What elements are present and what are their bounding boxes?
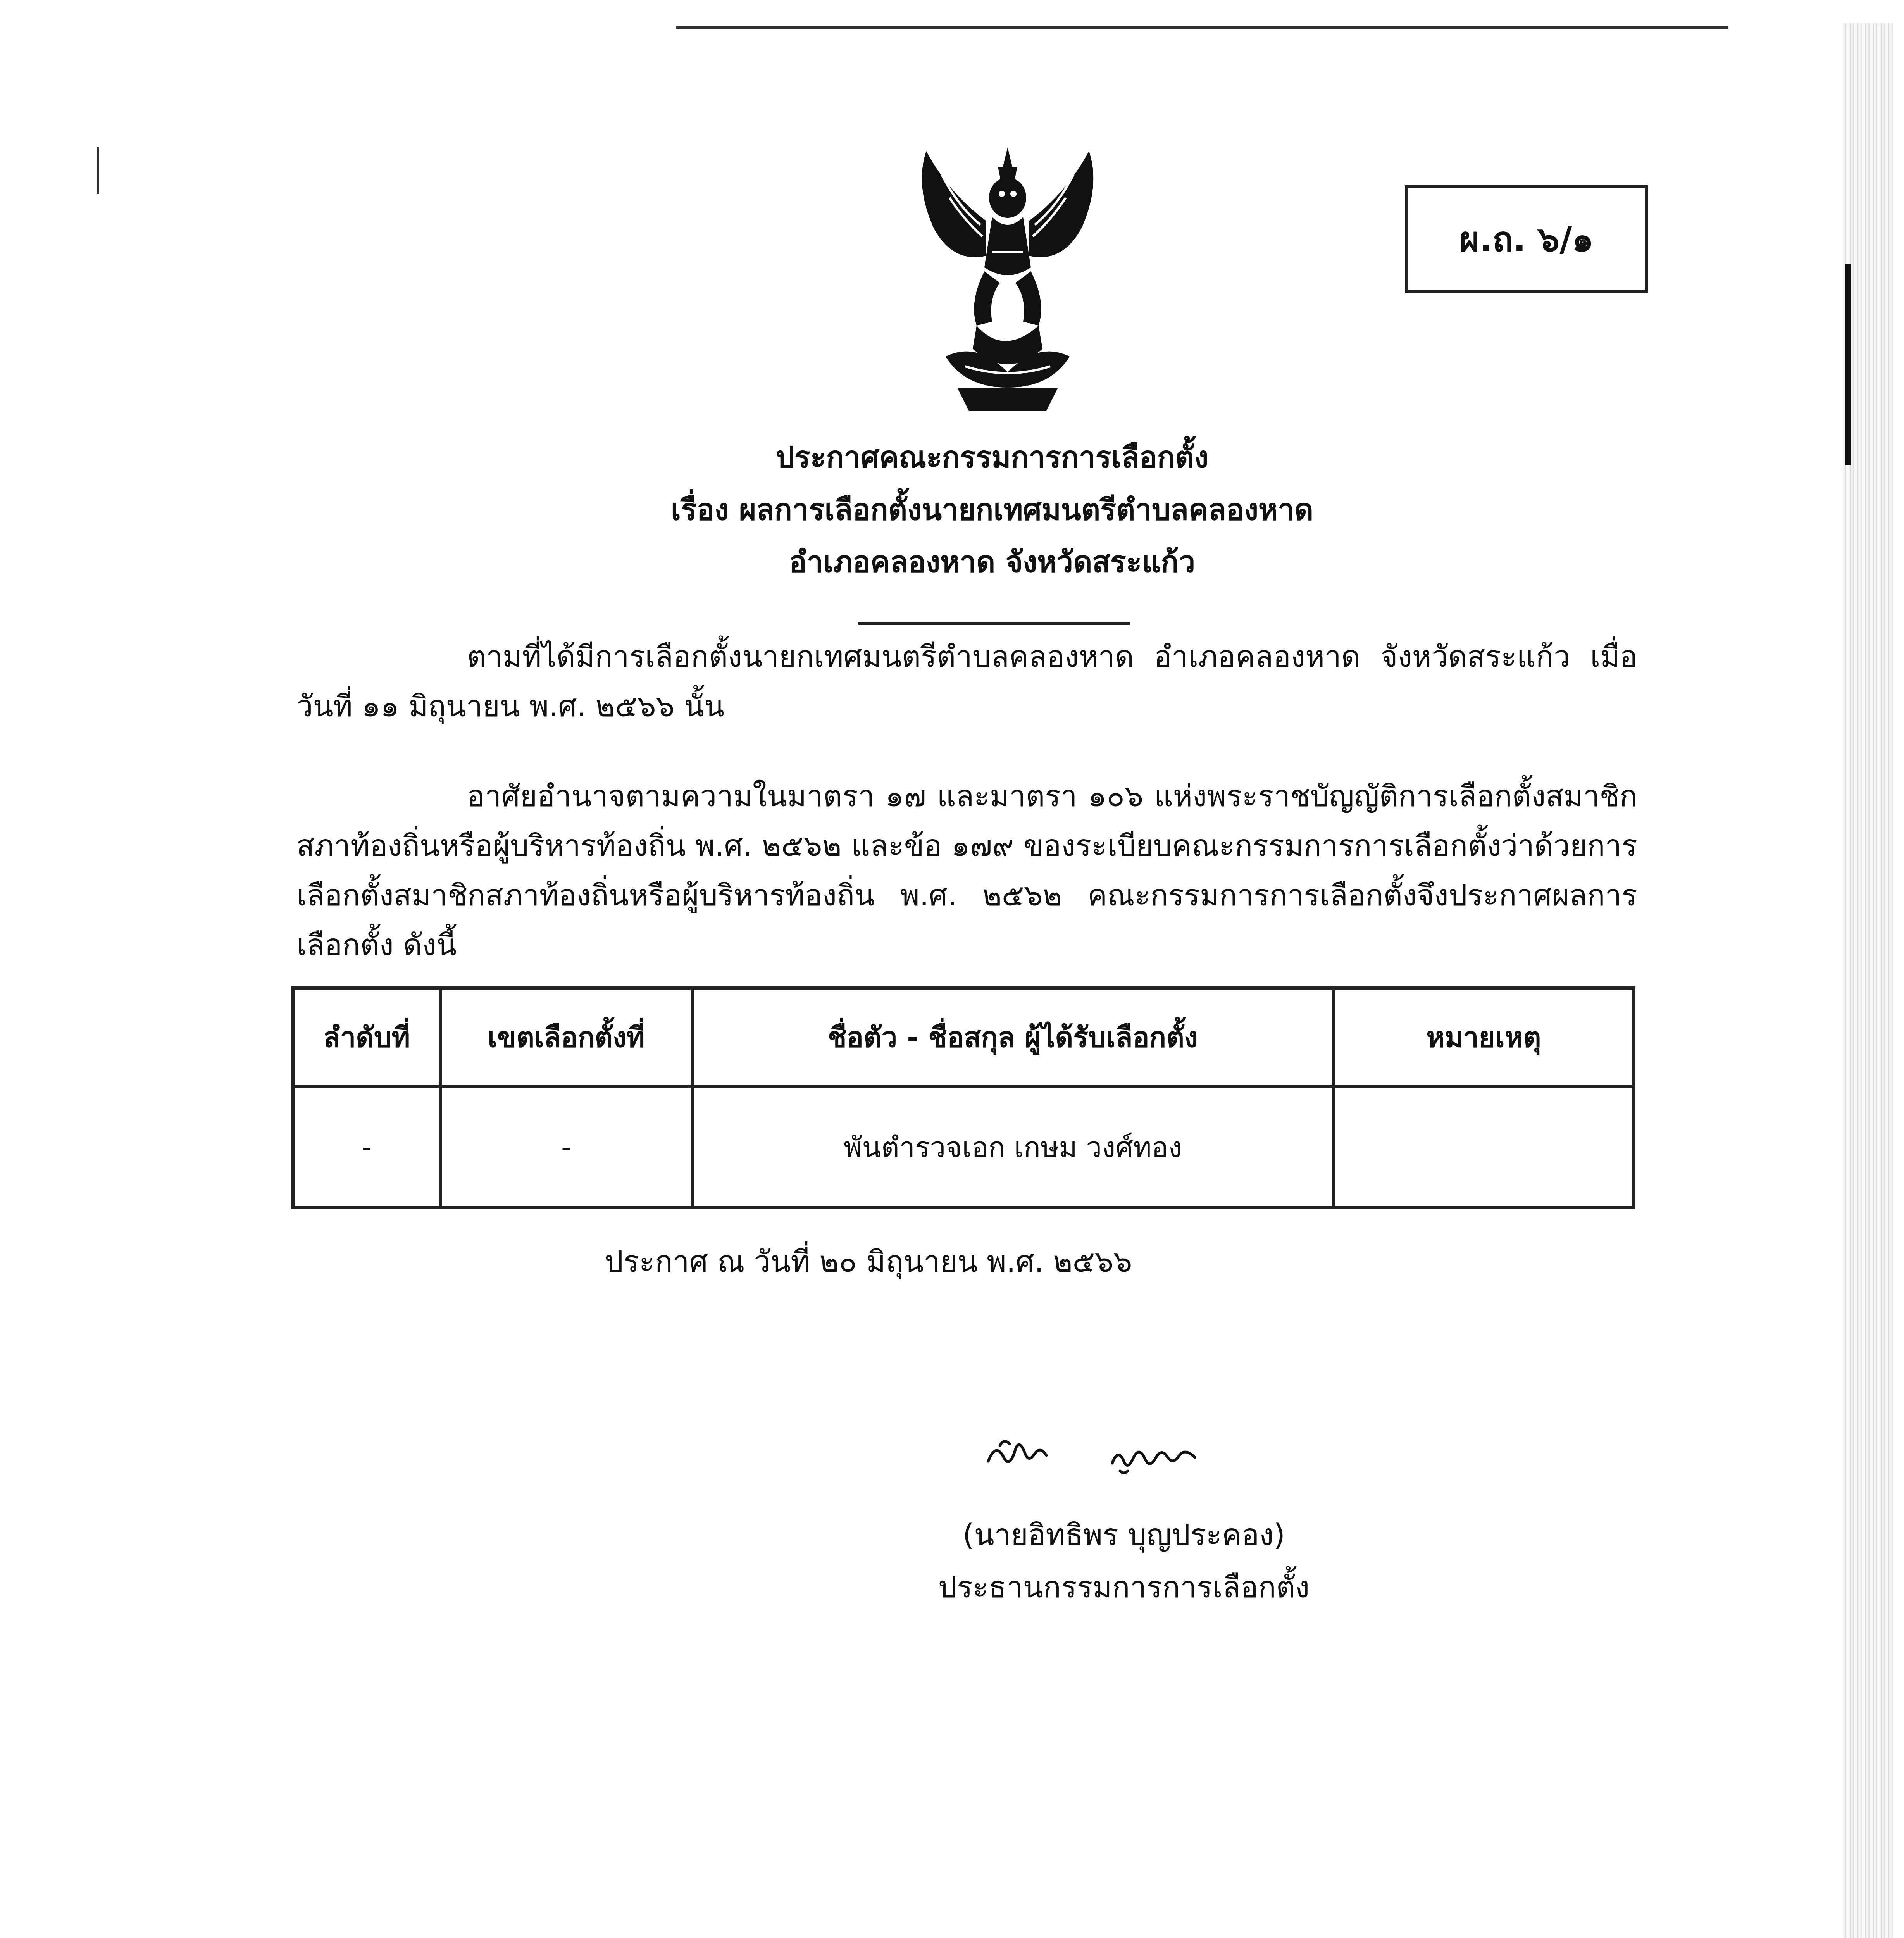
scan-top-line <box>676 26 1728 29</box>
cell-name: พันตำรวจเอก เกษม วงศ์ทอง <box>692 1086 1334 1208</box>
garuda-emblem-icon <box>887 140 1128 419</box>
announcement-subject: เรื่อง ผลการเลือกตั้งนายกเทศมนตรีตำบลคลองหาด <box>670 492 1314 527</box>
body-paragraph-2 <box>296 771 1637 970</box>
scan-left-mark <box>97 147 99 194</box>
header-name: ชื่อตัว - ชื่อสกุล ผู้ได้รับเลือกตั้ง <box>692 988 1334 1086</box>
signatory-position: ประธานกรรมการการเลือกตั้ง <box>938 1570 1310 1604</box>
body-paragraph-1 <box>296 632 1637 731</box>
header-remarks: หมายเหตุ <box>1334 988 1634 1086</box>
table-row <box>293 1086 1634 1208</box>
header-district: เขตเลือกตั้งที่ <box>440 988 692 1086</box>
title-divider <box>858 622 1130 625</box>
election-results-table <box>291 986 1635 1209</box>
scan-right-bar-top <box>1845 264 1851 465</box>
handwritten-signature <box>984 1430 1217 1481</box>
cell-district: - <box>440 1086 692 1208</box>
form-code-box <box>1405 185 1648 293</box>
paragraph-2-text: อาศัยอำนาจตามความในมาตรา ๑๗ และมาตรา ๑๐๖ แห่งพระราชบัญญัติการเลือกตั้งสมาชิกสภาท้องถิ่นหรือผู้บริหารท้องถิ่น พ.ศ. ๒๕๖๒ และข้อ ๑๗๙ ของระเบียบคณะกรรมการการเลือกตั้งว่าด้วยการเลือกตั้งสมาชิกสภาท้องถิ่นหรือผู้บริหารท้องถิ่น พ.ศ. ๒๕๖๒ คณะกรรมการการเลือกตั้งจึงประกาศผลการเลือกตั้ง ดังนี้ <box>296 779 1637 962</box>
table-header-row <box>293 988 1634 1086</box>
cell-remarks <box>1334 1086 1634 1208</box>
announcement-title: ประกาศคณะกรรมการการเลือกตั้ง <box>775 440 1209 474</box>
paragraph-1-text: ตามที่ได้มีการเลือกตั้งนายกเทศมนตรีตำบลคลองหาด อำเภอคลองหาด จังหวัดสระแก้ว เมื่อวันที่ ๑๑ มิถุนายน พ.ศ. ๒๕๖๖ นั้น <box>296 639 1637 723</box>
form-code: ผ.ถ. ๖/๑ <box>1459 219 1594 259</box>
announcement-location: อำเภอคลองหาด จังหวัดสระแก้ว <box>789 545 1196 579</box>
announcement-date: ประกาศ ณ วันที่ ๒๐ มิถุนายน พ.ศ. ๒๕๖๖ <box>605 1244 1132 1279</box>
cell-order: - <box>293 1086 440 1208</box>
signatory-name: (นายอิทธิพร บุญประคอง) <box>962 1517 1285 1552</box>
header-order: ลำดับที่ <box>293 988 440 1086</box>
